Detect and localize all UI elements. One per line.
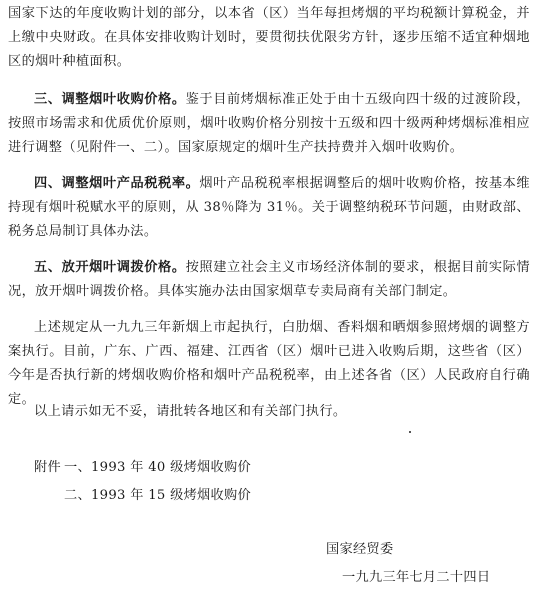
section-tax-rate [8, 172, 530, 244]
attachments-label: 附件 [34, 460, 61, 475]
signature-date: 一九九三年七月二十四日 [342, 570, 491, 585]
attachment-item: 二、1993 年 15 级烤烟收购价 [64, 488, 252, 503]
closing-paragraph [8, 316, 530, 412]
section-text: 鉴于目前烤烟标准正处于由十五级向四十级的过渡阶段，按照市场需求和优质优价原则，烟叶收购价格分别按十五级和四十级两种烤烟标准相应进行调整（见附件一、二）。国家原规定的烟叶生产扶持费并入烟叶收购价。 [8, 92, 531, 155]
section-heading: 五、放开烟叶调拨价格。 [34, 260, 186, 275]
request-text: 以上请示如无不妥，请批转各地区和有关部门执行。 [34, 404, 347, 419]
section-price-adjustment [8, 88, 530, 160]
section-text: 按照建立社会主义市场经济体制的要求，根据目前实际情况，放开烟叶调拨价格。具体实施办法由国家烟草专卖局商有关部门制定。 [8, 260, 531, 299]
intro-text: 国家下达的年度收购计划的部分，以本省（区）当年每担烤烟的平均税额计算税金，并上缴中央财政。在具体安排收购计划时，要贯彻扶优限劣方针，逐步压缩不适宜种烟地区的烟叶种植面积。 [8, 6, 530, 69]
scan-speck [409, 431, 411, 433]
section-transfer-price [8, 256, 530, 304]
intro-paragraph [8, 2, 530, 74]
section-text: 烟叶产品税税率根据调整后的烟叶收购价格，按基本维持现有烟叶税赋水平的原则，从 38％降为 31％。关于调整纳税环节问题，由财政部、税务总局制订具体办法。 [8, 176, 530, 239]
section-heading: 四、调整烟叶产品税税率。 [34, 176, 200, 191]
signature-org: 国家经贸委 [326, 542, 394, 557]
section-heading: 三、调整烟叶收购价格。 [34, 92, 186, 107]
closing-text: 上述规定从一九九三年新烟上市起执行，白肋烟、香料烟和晒烟参照烤烟的调整方案执行。目前，广东、广西、福建、江西省（区）烟叶已进入收购后期，这些省（区）今年是否执行新的烤烟收购价格和烟叶产品税税率，由上述各省（区）人民政府自行确定。 [8, 320, 530, 407]
request-paragraph [8, 400, 530, 424]
attachment-item: 一、1993 年 40 级烤烟收购价 [64, 460, 252, 475]
